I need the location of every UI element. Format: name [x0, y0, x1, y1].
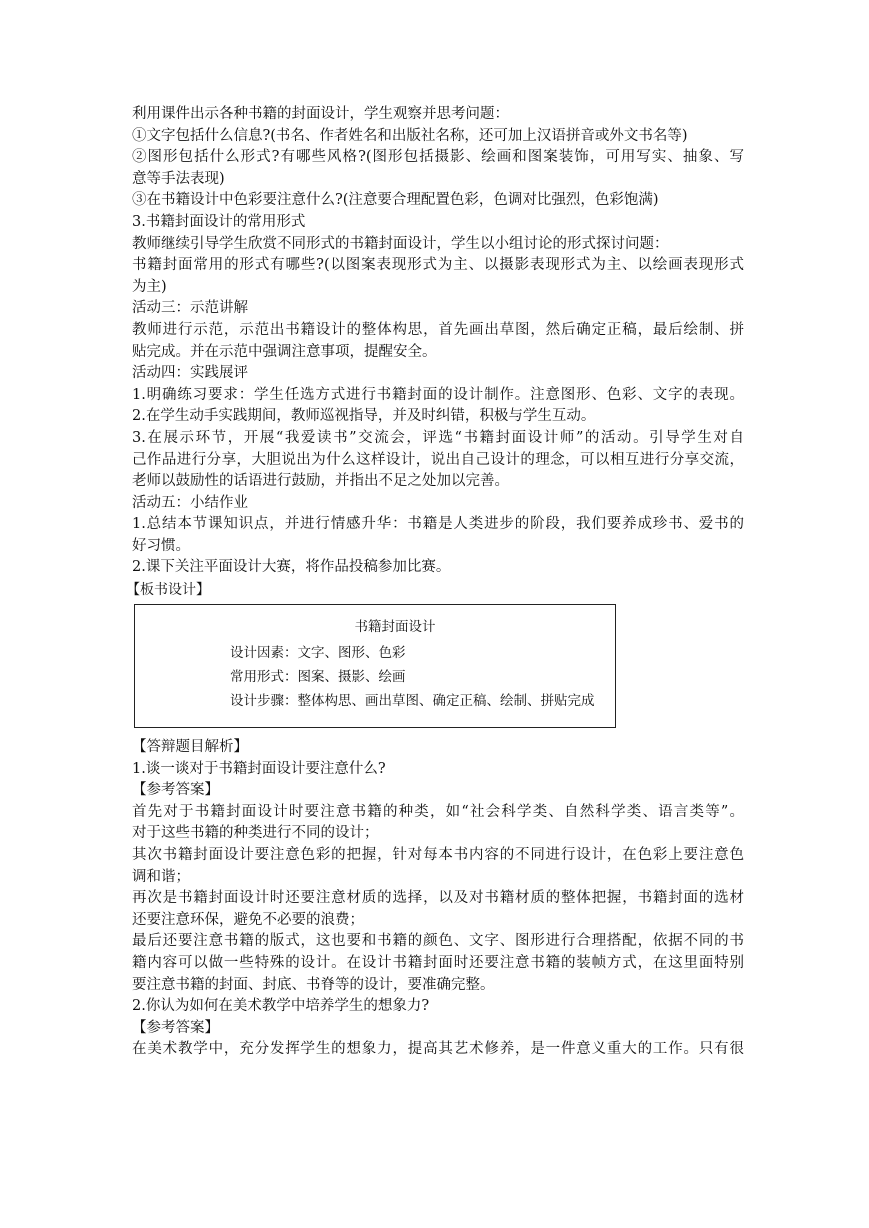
text-line: 书籍封面常用的形式有哪些?(以图案表现形式为主、以摄影表现形式为主、以绘画表现形式 — [132, 257, 744, 274]
text-line: 1.总结本节课知识点，并进行情感升华：书籍是人类进步的阶段，我们要养成珍书、爱书的 — [132, 516, 744, 533]
text-line: 还要注意环保，避免不必要的浪费； — [132, 911, 364, 928]
question-line: 2.你认为如何在美术教学中培养学生的想象力? — [132, 998, 430, 1015]
section-heading: 【答辩题目解析】 — [132, 739, 248, 756]
question-line: 1.谈一谈对于书籍封面设计要注意什么? — [132, 760, 386, 777]
text-line: 2.课下关注平面设计大赛，将作品投稿参加比赛。 — [132, 559, 451, 576]
text-line: 教师进行示范，示范出书籍设计的整体构思，首先画出草图，然后确定正稿，最后绘制、拼 — [132, 321, 744, 338]
document-body — [126, 104, 744, 1061]
text-line: 对于这些书籍的种类进行不同的设计； — [132, 825, 379, 842]
text-line: ①文字包括什么信息?(书名、作者姓名和出版社名称，还可加上汉语拼音或外文书名等) — [132, 127, 688, 144]
text-line: ②图形包括什么形式?有哪些风格?(图形包括摄影、绘画和图案装饰，可用写实、抽象、写 — [132, 149, 744, 166]
text-line: 调和谐； — [132, 868, 190, 885]
board-design-label: 【板书设计】 — [126, 582, 210, 599]
text-line: 意等手法表现) — [132, 170, 225, 187]
activity-heading: 活动三：示范讲解 — [132, 300, 248, 317]
text-line: 为主) — [132, 278, 167, 295]
text-line: 其次书籍封面设计要注意色彩的把握，针对每本书内容的不同进行设计，在色彩上要注意色 — [132, 847, 744, 864]
board-row-forms: 常用形式：图案、摄影、绘画 — [230, 669, 406, 686]
section-heading: 3.书籍封面设计的常用形式 — [132, 213, 306, 230]
text-line: 1.明确练习要求：学生任选方式进行书籍封面的设计制作。注意图形、色彩、文字的表现。 — [132, 386, 744, 403]
text-line: 贴完成。并在示范中强调注意事项，提醒安全。 — [132, 343, 437, 360]
text-line: 最后还要注意书籍的版式，这也要和书籍的颜色、文字、图形进行合理搭配，依据不同的书 — [132, 933, 744, 950]
text-line: 教师继续引导学生欣赏不同形式的书籍封面设计，学生以小组讨论的形式探讨问题： — [132, 235, 669, 252]
activity-heading: 活动五：小结作业 — [132, 494, 248, 511]
text-line: ③在书籍设计中色彩要注意什么?(注意要合理配置色彩，色调对比强烈，色彩饱满) — [132, 192, 659, 209]
text-line: 首先对于书籍封面设计时要注意书籍的种类，如“社会科学类、自然科学类、语言类等”。 — [132, 803, 744, 820]
board-design-box — [134, 604, 616, 728]
answer-heading: 【参考答案】 — [132, 1019, 219, 1036]
text-line: 好习惯。 — [132, 537, 190, 554]
text-line: 3.在展示环节，开展“我爱读书”交流会，评选“书籍封面设计师”的活动。引导学生对自 — [132, 429, 744, 446]
text-line: 己作品进行分享，大胆说出为什么这样设计，说出自己设计的理念，可以相互进行分享交流， — [132, 451, 744, 468]
board-title: 书籍封面设计 — [354, 619, 436, 636]
text-line: 在美术教学中，充分发挥学生的想象力，提高其艺术修养，是一件意义重大的工作。只有很 — [132, 1041, 744, 1058]
text-line: 籍内容可以做一些特殊的设计。在设计书籍封面时还要注意书籍的装帧方式，在这里面特别 — [132, 955, 744, 971]
text-line: 利用课件出示各种书籍的封面设计，学生观察并思考问题： — [132, 106, 509, 122]
answer-heading: 【参考答案】 — [132, 782, 219, 799]
text-line: 2.在学生动手实践期间，教师巡视指导，并及时纠错，积极与学生互动。 — [132, 408, 596, 425]
text-line: 再次是书籍封面设计时还要注意材质的选择，以及对书籍材质的整体把握，书籍封面的选材 — [132, 890, 744, 907]
board-row-steps: 设计步骤：整体构思、画出草图、确定正稿、绘制、拼贴完成 — [230, 693, 595, 710]
text-line: 要注意书籍的封面、封底、书脊等的设计，要准确完整。 — [132, 976, 495, 993]
text-line: 老师以鼓励性的话语进行鼓励，并指出不足之处加以完善。 — [132, 473, 509, 490]
activity-heading: 活动四：实践展评 — [132, 365, 248, 382]
board-row-factors: 设计因素：文字、图形、色彩 — [230, 645, 406, 662]
